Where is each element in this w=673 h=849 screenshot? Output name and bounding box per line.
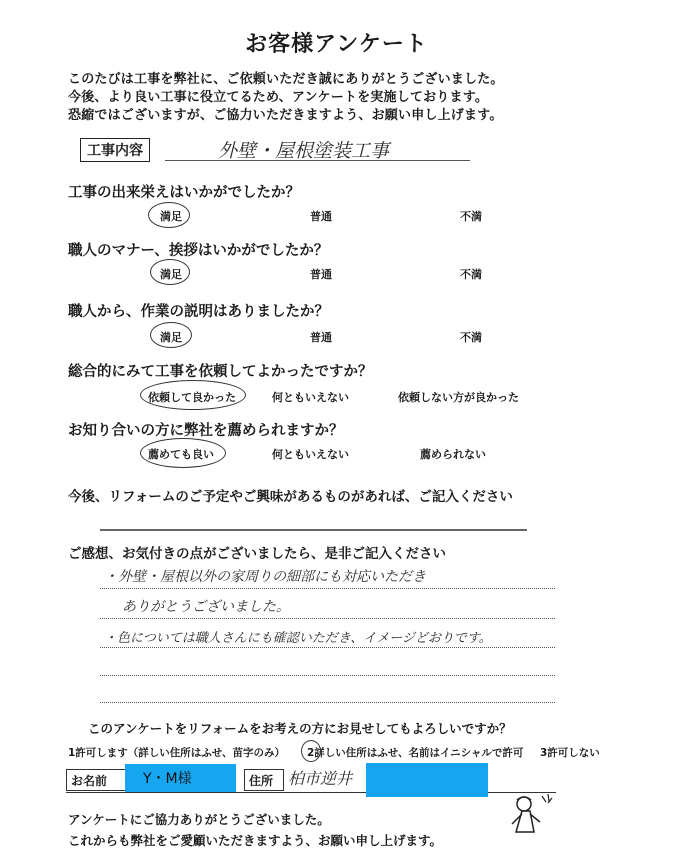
reform-answer-line [100, 529, 527, 531]
address-label: 住所 [244, 769, 284, 791]
q3-option-3: 不満 [460, 331, 482, 344]
q5-selection-circle [140, 438, 226, 468]
name-label: お名前 [66, 769, 126, 791]
comment-line-2: ありがとうございました。 [122, 599, 290, 615]
question-2: 職人のマナー、挨拶はいかがでしたか？ [68, 243, 329, 259]
question-5: お知り合いの方に弊社を薦められますか？ [68, 423, 344, 439]
reform-prompt: 今後、リフォームのご予定やご興味があるものがあれば、ご記入ください [68, 489, 513, 505]
q5-option-2: 何ともいえない [272, 448, 349, 461]
permission-selection-circle [301, 740, 321, 762]
address-redaction [366, 763, 488, 797]
bowing-worker-illustration [498, 792, 568, 841]
q5-option-1: 薦めても良い [148, 448, 214, 461]
q2-selection-circle [150, 259, 190, 285]
question-3: 職人から、作業の説明はありましたか？ [68, 304, 329, 320]
q2-option-2: 普通 [310, 268, 332, 281]
permission-option-1: 1許可します（詳しい住所はふせ、苗字のみ） [68, 747, 285, 759]
comment-rule-5 [100, 702, 555, 703]
q5-option-3: 薦められない [420, 448, 486, 461]
permission-question: このアンケートをリフォームをお考えの方にお見せしてもよろしいですか？ [88, 721, 512, 736]
comment-line-3: ・色については職人さんにも確認いただき、イメージどおりです。 [104, 631, 492, 646]
q4-option-1: 依頼して良かった [148, 391, 236, 404]
q1-selection-circle [148, 202, 190, 228]
q3-option-2: 普通 [310, 331, 332, 344]
comment-rule-2 [100, 618, 555, 619]
comment-rule-1 [100, 588, 555, 589]
address-value: 柏市逆井 [288, 769, 353, 788]
comment-rule-3 [100, 647, 555, 648]
question-1: 工事の出来栄えはいかがでしたか？ [68, 185, 300, 201]
q2-option-3: 不満 [460, 268, 482, 281]
q2-option-1: 満足 [160, 268, 182, 281]
intro-line-2: 今後、より良い工事に役立てるため、アンケートを実施しております。 [68, 90, 489, 105]
intro-line-3: 恐縮ではございますが、ご協力いただきますよう、お願い申し上げます。 [68, 108, 503, 123]
work-content-underline [165, 160, 470, 161]
q4-selection-circle [140, 380, 246, 410]
q1-option-3: 不満 [460, 210, 482, 223]
q4-option-2: 何ともいえない [272, 391, 349, 404]
closing-line-1: アンケートにご協力ありがとうございました。 [68, 812, 330, 827]
work-content-label: 工事内容 [80, 138, 150, 162]
page-title: お客様アンケート [245, 32, 428, 57]
comment-line-1: ・外壁・屋根以外の家周りの細部にも対応いただき [104, 569, 426, 585]
q3-selection-circle [150, 322, 192, 348]
intro-line-1: このたびは工事を弊社に、ご依頼いただき誠にありがとうございました。 [68, 72, 504, 87]
q1-option-2: 普通 [310, 210, 332, 223]
closing-line-2: これからも弊社をご愛顧いただきますよう、お願い申し上げます。 [68, 833, 443, 848]
q1-option-1: 満足 [160, 210, 182, 223]
q3-option-1: 満足 [160, 331, 182, 344]
work-content-value: 外壁・屋根塗装工事 [218, 140, 390, 162]
name-value: Y・M様 [143, 771, 192, 787]
comment-prompt: ご感想、お気付きの点がございましたら、是非ご記入ください [68, 546, 446, 562]
permission-option-3: 3許可しない [540, 747, 600, 759]
permission-option-2: 2詳しい住所はふせ、名前はイニシャルで許可 [307, 747, 524, 759]
question-4: 総合的にみて工事を依頼してよかったですか？ [68, 364, 373, 380]
q4-option-3: 依頼しない方が良かった [398, 391, 519, 404]
comment-rule-4 [100, 675, 555, 676]
